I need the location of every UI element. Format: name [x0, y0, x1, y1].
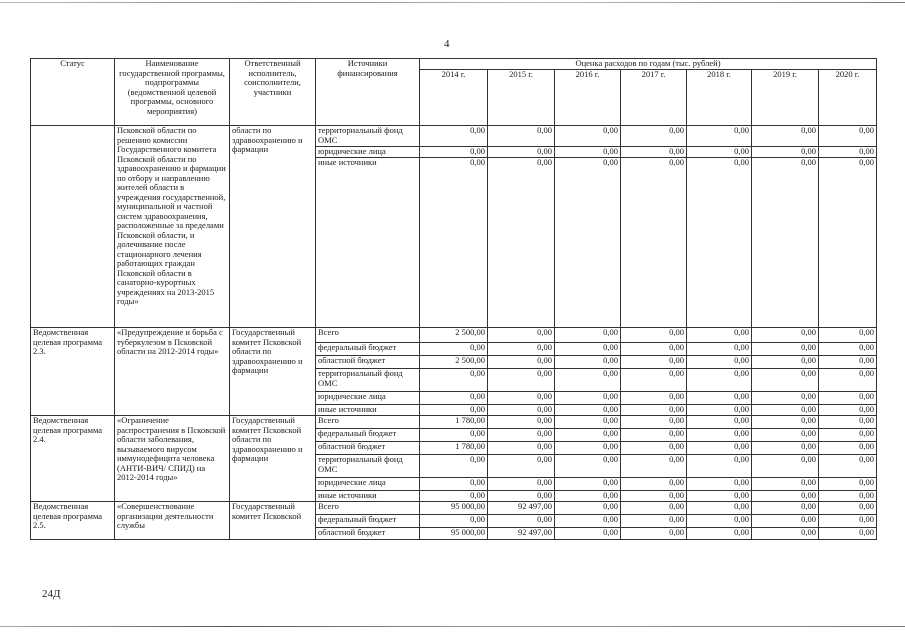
amount-cell: 0,00 [555, 455, 621, 478]
funding-source: федеральный бюджет [316, 429, 420, 442]
amount-cell: 0,00 [687, 429, 752, 442]
amount-cell: 0,00 [555, 369, 621, 392]
table-body [31, 126, 877, 540]
amount-cell: 0,00 [819, 158, 877, 328]
amount-cell: 0,00 [687, 478, 752, 491]
amount-cell: 0,00 [687, 515, 752, 528]
amount-cell: 0,00 [488, 429, 555, 442]
amount-cell: 0,00 [687, 356, 752, 369]
header-name: Наименование государственной программы, подпрограммы (ведомственной целевой программы, основного мероприятия) [115, 59, 230, 126]
amount-cell: 0,00 [752, 515, 819, 528]
funding-source: территориальный фонд ОМС [316, 455, 420, 478]
amount-cell: 0,00 [488, 126, 555, 147]
amount-cell: 0,00 [687, 126, 752, 147]
table-row [31, 126, 877, 147]
amount-cell: 0,00 [420, 369, 488, 392]
amount-cell: 0,00 [488, 491, 555, 502]
expenditure-table [30, 58, 877, 540]
funding-source: юридические лица [316, 147, 420, 158]
amount-cell: 0,00 [555, 429, 621, 442]
amount-cell: 0,00 [555, 502, 621, 515]
amount-cell: 0,00 [621, 429, 687, 442]
amount-cell: 0,00 [752, 343, 819, 356]
amount-cell: 0,00 [819, 405, 877, 416]
table-row [31, 328, 877, 343]
amount-cell: 0,00 [752, 491, 819, 502]
amount-cell: 0,00 [420, 158, 488, 328]
amount-cell: 0,00 [621, 416, 687, 429]
amount-cell: 0,00 [687, 528, 752, 540]
amount-cell: 0,00 [752, 429, 819, 442]
header-year: 2020 г. [819, 70, 877, 126]
amount-cell: 0,00 [819, 515, 877, 528]
amount-cell: 0,00 [819, 328, 877, 343]
amount-cell: 0,00 [819, 478, 877, 491]
amount-cell: 0,00 [488, 356, 555, 369]
amount-cell: 0,00 [752, 147, 819, 158]
amount-cell: 0,00 [488, 328, 555, 343]
amount-cell: 0,00 [752, 442, 819, 455]
header-year: 2017 г. [621, 70, 687, 126]
amount-cell: 0,00 [555, 528, 621, 540]
amount-cell: 0,00 [420, 126, 488, 147]
amount-cell: 0,00 [555, 392, 621, 405]
funding-source: юридические лица [316, 392, 420, 405]
funding-source: территориальный фонд ОМС [316, 126, 420, 147]
document-code: 24Д [42, 588, 61, 600]
amount-cell: 0,00 [687, 343, 752, 356]
amount-cell: 0,00 [555, 416, 621, 429]
amount-cell: 0,00 [819, 356, 877, 369]
amount-cell: 1 780,00 [420, 416, 488, 429]
amount-cell: 0,00 [752, 478, 819, 491]
amount-cell: 0,00 [687, 158, 752, 328]
group-executor: Государственный комитет Псковской [230, 502, 316, 540]
group-executor: области по здравоохранению и фармации [230, 126, 316, 328]
amount-cell: 0,00 [621, 158, 687, 328]
amount-cell: 0,00 [687, 392, 752, 405]
amount-cell: 0,00 [687, 147, 752, 158]
amount-cell: 0,00 [621, 478, 687, 491]
amount-cell: 0,00 [752, 405, 819, 416]
amount-cell: 0,00 [621, 369, 687, 392]
funding-source: иные источники [316, 491, 420, 502]
amount-cell: 0,00 [488, 515, 555, 528]
amount-cell: 0,00 [555, 405, 621, 416]
amount-cell: 0,00 [819, 392, 877, 405]
amount-cell: 95 000,00 [420, 528, 488, 540]
amount-cell: 0,00 [752, 416, 819, 429]
group-status: Ведомственная целевая программа 2.3. [31, 328, 115, 416]
amount-cell: 0,00 [752, 528, 819, 540]
amount-cell: 0,00 [555, 328, 621, 343]
amount-cell: 0,00 [621, 343, 687, 356]
amount-cell: 0,00 [687, 502, 752, 515]
scan-bottom-edge [0, 626, 905, 627]
amount-cell: 92 497,00 [488, 502, 555, 515]
amount-cell: 0,00 [420, 147, 488, 158]
amount-cell: 0,00 [752, 392, 819, 405]
amount-cell: 0,00 [420, 429, 488, 442]
amount-cell: 0,00 [555, 491, 621, 502]
funding-source: иные источники [316, 405, 420, 416]
amount-cell: 0,00 [488, 405, 555, 416]
header-year: 2014 г. [420, 70, 488, 126]
amount-cell: 0,00 [621, 126, 687, 147]
amount-cell: 0,00 [621, 515, 687, 528]
amount-cell: 0,00 [621, 528, 687, 540]
amount-cell: 0,00 [420, 515, 488, 528]
amount-cell: 0,00 [488, 416, 555, 429]
funding-source: областной бюджет [316, 528, 420, 540]
header-sources: Источники финансирования [316, 59, 420, 126]
amount-cell: 0,00 [752, 328, 819, 343]
amount-cell: 0,00 [555, 442, 621, 455]
amount-cell: 0,00 [420, 343, 488, 356]
amount-cell: 0,00 [687, 328, 752, 343]
amount-cell: 0,00 [819, 126, 877, 147]
amount-cell: 0,00 [819, 455, 877, 478]
group-name: «Ограничение распространения в Псковской области заболевания, вызываемого вирусом иммунодефицита человека (АНТИ-ВИЧ/ СПИД) на 2012-2014 годы» [115, 416, 230, 502]
amount-cell: 2 500,00 [420, 356, 488, 369]
amount-cell: 0,00 [420, 405, 488, 416]
amount-cell: 0,00 [687, 416, 752, 429]
amount-cell: 0,00 [819, 528, 877, 540]
header-estimate: Оценка расходов по годам (тыс. рублей) [420, 59, 877, 70]
group-name: «Предупреждение и борьба с туберкулезом в Псковской области на 2012-2014 годы» [115, 328, 230, 416]
amount-cell: 1 780,00 [420, 442, 488, 455]
group-status: Ведомственная целевая программа 2.4. [31, 416, 115, 502]
table-row [31, 416, 877, 429]
amount-cell: 0,00 [621, 356, 687, 369]
amount-cell: 0,00 [819, 491, 877, 502]
funding-source: иные источники [316, 158, 420, 328]
amount-cell: 0,00 [752, 455, 819, 478]
amount-cell: 0,00 [752, 502, 819, 515]
header-year: 2019 г. [752, 70, 819, 126]
amount-cell: 0,00 [819, 442, 877, 455]
amount-cell: 0,00 [819, 147, 877, 158]
amount-cell: 0,00 [819, 416, 877, 429]
group-executor: Государственный комитет Псковской области по здравоохранению и фармации [230, 328, 316, 416]
amount-cell: 0,00 [555, 515, 621, 528]
group-name: «Совершенствование организации деятельности службы [115, 502, 230, 540]
funding-source: Всего [316, 328, 420, 343]
funding-source: территориальный фонд ОМС [316, 369, 420, 392]
funding-source: областной бюджет [316, 356, 420, 369]
amount-cell: 0,00 [488, 158, 555, 328]
amount-cell: 0,00 [687, 491, 752, 502]
amount-cell: 0,00 [621, 328, 687, 343]
amount-cell: 0,00 [420, 491, 488, 502]
funding-source: областной бюджет [316, 442, 420, 455]
group-executor: Государственный комитет Псковской области по здравоохранению и фармации [230, 416, 316, 502]
page-number: 4 [444, 38, 450, 50]
header-year: 2018 г. [687, 70, 752, 126]
amount-cell: 0,00 [555, 478, 621, 491]
funding-source: федеральный бюджет [316, 515, 420, 528]
amount-cell: 2 500,00 [420, 328, 488, 343]
amount-cell: 0,00 [621, 392, 687, 405]
group-status: Ведомственная целевая программа 2.5. [31, 502, 115, 540]
group-name: Псковской области по решению комиссии Государственного комитета Псковской области по здравоохранению и фармации по отбору и направлению жителей области в учреждения государственной, муниципальной и частной систем здравоохранения, расположенные за пределами Псковской области, и долечивание после стационарного лечения работающих граждан Псковской области в санаторно-курортных учреждениях на 2013-2015 годы» [115, 126, 230, 328]
amount-cell: 0,00 [488, 392, 555, 405]
amount-cell: 0,00 [819, 369, 877, 392]
group-status [31, 126, 115, 328]
table-row [31, 502, 877, 515]
amount-cell: 0,00 [555, 158, 621, 328]
amount-cell: 0,00 [621, 491, 687, 502]
amount-cell: 0,00 [420, 478, 488, 491]
amount-cell: 0,00 [621, 502, 687, 515]
amount-cell: 0,00 [488, 369, 555, 392]
amount-cell: 0,00 [555, 126, 621, 147]
amount-cell: 0,00 [752, 356, 819, 369]
amount-cell: 0,00 [621, 405, 687, 416]
funding-source: Всего [316, 416, 420, 429]
amount-cell: 0,00 [621, 442, 687, 455]
amount-cell: 0,00 [488, 455, 555, 478]
header-year: 2016 г. [555, 70, 621, 126]
amount-cell: 0,00 [555, 147, 621, 158]
amount-cell: 0,00 [819, 429, 877, 442]
amount-cell: 0,00 [687, 442, 752, 455]
amount-cell: 0,00 [621, 147, 687, 158]
amount-cell: 0,00 [488, 147, 555, 158]
amount-cell: 0,00 [420, 392, 488, 405]
amount-cell: 0,00 [488, 442, 555, 455]
amount-cell: 0,00 [687, 455, 752, 478]
amount-cell: 0,00 [687, 405, 752, 416]
amount-cell: 0,00 [488, 343, 555, 356]
amount-cell: 95 000,00 [420, 502, 488, 515]
funding-source: юридические лица [316, 478, 420, 491]
header-year: 2015 г. [488, 70, 555, 126]
amount-cell: 0,00 [621, 455, 687, 478]
amount-cell: 92 497,00 [488, 528, 555, 540]
amount-cell: 0,00 [752, 158, 819, 328]
amount-cell: 0,00 [752, 369, 819, 392]
funding-source: Всего [316, 502, 420, 515]
funding-source: федеральный бюджет [316, 343, 420, 356]
scan-top-edge [0, 2, 905, 3]
amount-cell: 0,00 [752, 126, 819, 147]
amount-cell: 0,00 [819, 502, 877, 515]
amount-cell: 0,00 [555, 343, 621, 356]
header-executor: Ответственный исполнитель, соисполнители, участники [230, 59, 316, 126]
amount-cell: 0,00 [819, 343, 877, 356]
header-status: Статус [31, 59, 115, 126]
amount-cell: 0,00 [687, 369, 752, 392]
amount-cell: 0,00 [555, 356, 621, 369]
amount-cell: 0,00 [488, 478, 555, 491]
amount-cell: 0,00 [420, 455, 488, 478]
